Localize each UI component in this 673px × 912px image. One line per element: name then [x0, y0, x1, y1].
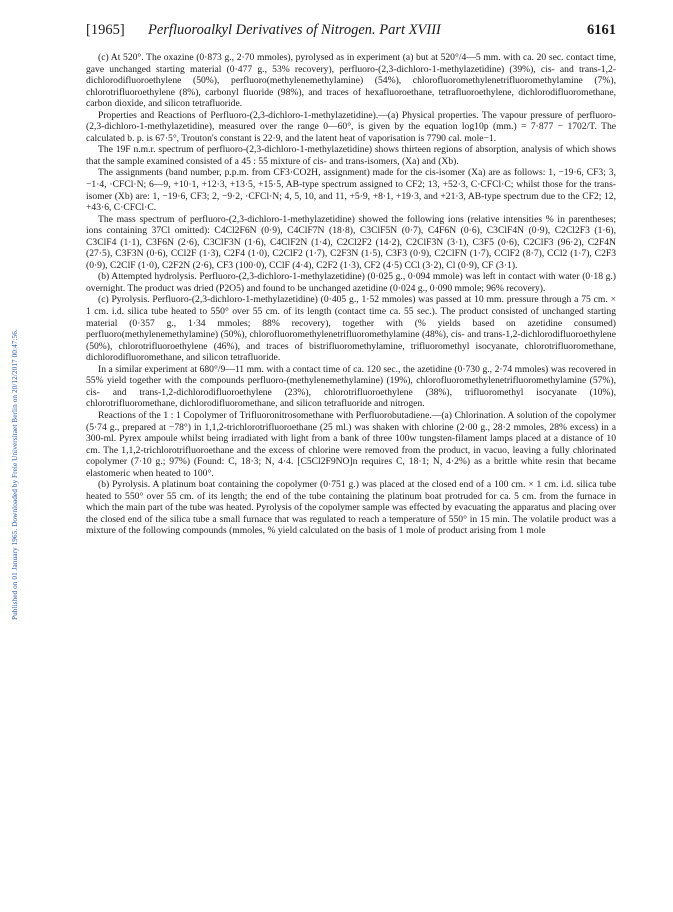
paragraph-chlorination: Reactions of the 1 : 1 Copolymer of Trifluoronitrosomethane with Perfluorobutadiene.—(a) Chlorination. A solution of the copolymer (5·74 g., prepared at −78°) in 1,1,2-trichlorotrifluoroethane (25 ml.) was shaken with chlorine (2·00 g., 28·2 mmoles, 28% excess) in a 300-ml. Pyrex ampoule whilst being irradiated with light from a bank of three 100w tungsten-filament lamps placed at a distance of 10 cm. The 1,1,2-trichlorotrifluoroethane and the excess of chlorine were removed from the product, in vacuo, leaving a fully chlorinated copolymer (7·10 g.; 97%) (Found: C, 18·3; N, 4·4. [C5Cl2F9NO]n requires C, 18·1; N, 4·2%) as a brittle white resin that became elastomeric when heated to 100°. — [86, 409, 616, 479]
paragraph-similar-experiment: In a similar experiment at 680°/9—11 mm. with a contact time of ca. 120 sec., the azetidine (0·730 g., 2·74 mmoles) was recovered in 55% yield together with the compounds perfluoro-(methylenemethylamine) (19%), chlorofluoromethylenetrifluoromethylamine (57%), cis- and trans-1,2-dichlorodifluoroethylene (23%), chlorotrifluoroethylene (38%), trifluoromethyl isocyanate (10%), chlorotrifluoromethane, dichlorodifluoromethane, and silicon tetrafluoride and nitrogen. — [86, 363, 616, 410]
paragraph-physical-properties: Properties and Reactions of Perfluoro-(2,3-dichloro-1-methylazetidine).—(a) Physical properties. The vapour pressure of perfluoro-(2,3-dichloro-1-methylazetidine), measured over the range 0—60°, is given by the equation log10p (mm.) = 7·877 − 1702/T. The calculated b. p. is 67·5°, Trouton's constant is 22·9, and the latent heat of vaporisation is 7790 cal. mole−1. — [86, 109, 616, 144]
publication-watermark-text: Published on 01 January 1965. Downloaded by Freie Universitaet Berlin on 20/12/2017 00:47:56. — [10, 329, 19, 620]
header-title: Perfluoroalkyl Derivatives of Nitrogen. Part XVIII — [148, 22, 441, 38]
header-year: [1965] — [86, 22, 125, 38]
paragraph-pyrolysis-azetidine: (c) Pyrolysis. Perfluoro-(2,3-dichloro-1-methylazetidine) (0·405 g., 1·52 mmoles) was passed at 10 mm. pressure through a 75 cm. × 1 cm. i.d. silica tube heated to 550° over 55 cm. of its length (contact time ca. 55 sec.). The product consisted of unchanged starting material (0·357 g., 1·34 mmoles; 88% recovery), together with (% yields based on azetidine consumed) perfluoro(methylenemethylamine) (50%), chlorofluoromethylenetrifluoromethylamine (48%), cis- and trans-1,2-dichlorodifluoroethylene (50%), chlorotrifluoroethylene (46%), and traces of bistrifluoromethylamine, trifluoromethyl isocyanate, chlorotrifluoromethane, dichlorodifluoromethane, and silicon tetrafluoride. — [86, 294, 616, 364]
paragraph-copolymer-pyrolysis: (b) Pyrolysis. A platinum boat containing the copolymer (0·751 g.) was placed at the closed end of a 100 cm. × 1 cm. i.d. silica tube heated to 550° over 55 cm. of its length; the end of the tube containing the platinum boat protruded for ca. 5 cm. from the furnace in which the main part of the tube was heated. Pyrolysis of the copolymer sample was effected by evacuating the apparatus and placing over the closed end of the silica tube a small furnace that was regulated to reach a temperature of 550° in 15 min. The volatile product was a mixture of the following compounds (mmoles, % yield calculated on the basis of 1 mole of product arising from 1 mole — [86, 479, 616, 537]
header-page-number: 6161 — [587, 22, 616, 38]
paragraph-pyrolysis-520: (c) At 520°. The oxazine (0·873 g., 2·70 mmoles), pyrolysed as in experiment (a) but at 520°/4—5 mm. with ca. 20 sec. contact time, gave unchanged starting material (0·477 g., 53% recovery), perfluoro-(2,3-dichloro-1-methylazetidine) (39%), cis- and trans-1,2-dichlorodifluoroethylene (50%), perfluoro(methylenemethylamine) (54%), chlorofluoromethylenetrifluoromethylamine (7%), chlorotrifluoroethylene (8%), carbonyl fluoride (98%), and traces of hexafluoroethane, tetrafluoroethylene, dichlorodifluoromethane, carbon dioxide, and silicon tetrafluoride. — [86, 52, 616, 110]
article-body — [86, 52, 616, 537]
running-header — [86, 22, 616, 42]
paragraph-nmr: The 19F n.m.r. spectrum of perfluoro-(2,3-dichloro-1-methylazetidine) shows thirteen regions of absorption, analysis of which shows that the sample examined consisted of a 45 : 55 mixture of cis- and trans-isomers, (Xa) and (Xb). — [86, 144, 616, 167]
publication-watermark — [2, 100, 18, 620]
paragraph-mass-spectrum: The mass spectrum of perfluoro-(2,3-dichloro-1-methylazetidine) showed the following ions (relative intensities % in parentheses; ions containing 37Cl omitted): C4Cl2F6N (0·9), C4ClF7N (18·8), C3ClF5N (0·7), C4F6N (0·6), C3ClF4N (0·9), C2Cl2F3 (1·6), C3ClF4 (1·1), C3F6N (2·6), C3ClF3N (1·6), C4ClF2N (1·4), C2Cl2F2 (14·2), C2ClF3N (3·1), C3F5 (0·6), C2ClF3 (96·2), C2F4N (27·5), C3F3N (0·6), CCl2F (1·3), C2F4 (1·0), C2ClF2 (1·7), C2F3N (1·5), C3F3 (0·9), C2ClFN (1·7), CClF2 (8·7), CCl2 (1·7), C2F3 (0·9), C2ClF (1·0), C2F2N (2·6), CF3 (100·0), CClF (4·4), C2F2 (1·3), CF2 (4·5) CCl (3·2), Cl (0·9), CF (3·1). — [86, 213, 616, 271]
paragraph-hydrolysis: (b) Attempted hydrolysis. Perfluoro-(2,3-dichloro-1-methylazetidine) (0·025 g., 0·094 mmole) was left in contact with water (0·18 g.) overnight. The product was dried (P2O5) and found to be unchanged azetidine (0·024 g., 0·090 mmole; 96% recovery). — [86, 271, 616, 294]
paragraph-assignments: The assignments (band number, p.p.m. from CF3·CO2H, assignment) made for the cis-isomer (Xa) are as follows: 1, −19·6, CF3; 3, −1·4, ·CFCl·N; 6—9, +10·1, +12·3, +13·5, +15·5, AB-type spectrum assigned to CF2; 13, +52·3, C·CFCl·C; whilst those for the trans-isomer (Xb) are: 1, −19·6, CF3; 2, −9·2, ·CFCl·N; 4, 5, 10, and 11, +5·9, +8·1, +19·3, and +21·3, AB-type spectrum due to the CF2; 12, +43·6, C·CFCl·C. — [86, 167, 616, 214]
